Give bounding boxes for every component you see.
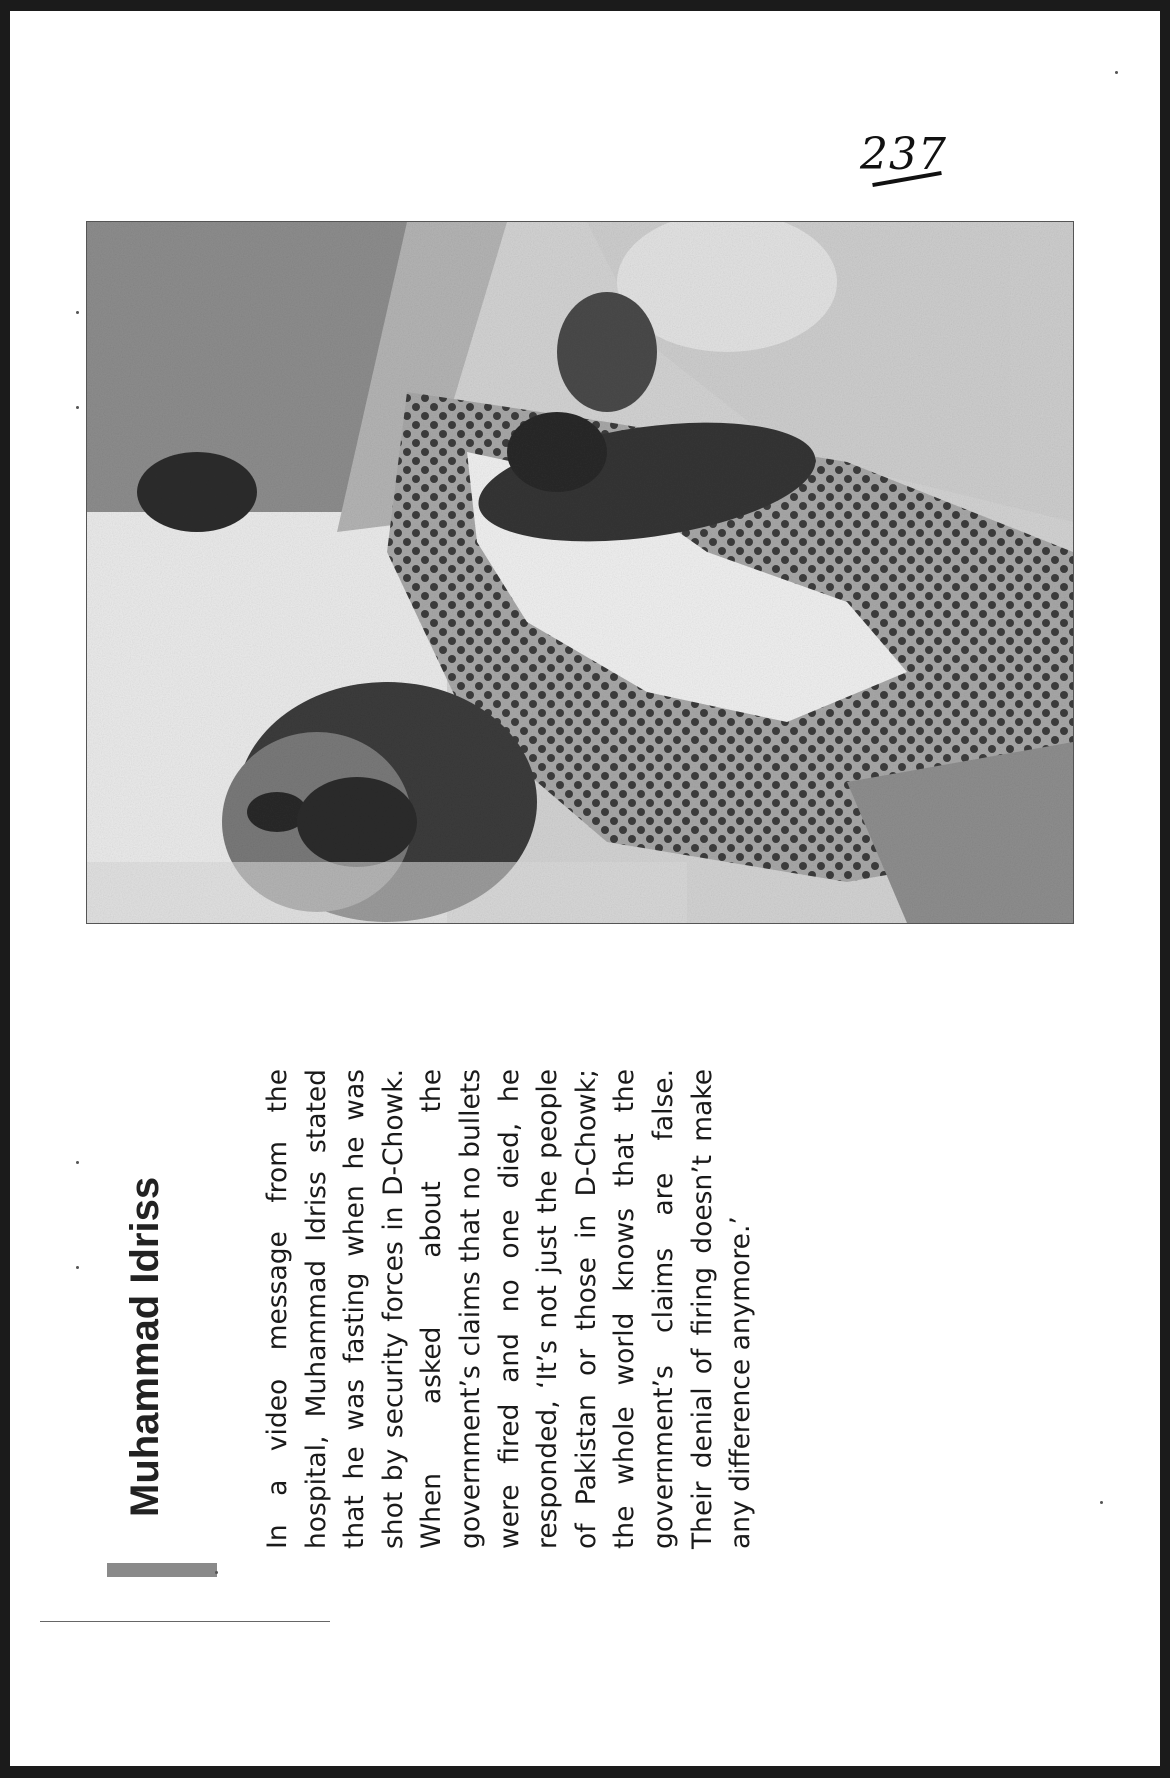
article-title: Muhammad Idriss xyxy=(123,1176,167,1517)
photo-illustration xyxy=(87,222,1073,923)
scan-speck xyxy=(76,1266,79,1269)
scan-speck xyxy=(76,1161,79,1164)
page-number: 237 xyxy=(860,129,947,180)
heading-accent-bar xyxy=(107,1563,217,1577)
scan-speck xyxy=(1115,71,1118,74)
article-block xyxy=(107,1047,1047,1567)
scan-speck xyxy=(1100,1501,1103,1504)
footer-rule xyxy=(40,1621,330,1622)
scan-speck xyxy=(76,311,79,314)
scan-speck xyxy=(215,1571,218,1574)
document-page xyxy=(10,11,1160,1766)
scan-speck xyxy=(76,406,79,409)
heading-row xyxy=(107,1047,207,1567)
article-body: In a video message from the hospital, Muhammad Idriss stated that he was fasting when he was shot by security forces in D-Chowk. When asked about the government’s claims that no bullets were fired and no one died, he responded, ‘It’s not just the people of Pakistan or those in D-Chowk; the whole world knows that the government’s claims are false. Their denial of firing doesn’t make any difference anymore.’ xyxy=(262,1069,757,1549)
patient-photo xyxy=(86,221,1074,924)
